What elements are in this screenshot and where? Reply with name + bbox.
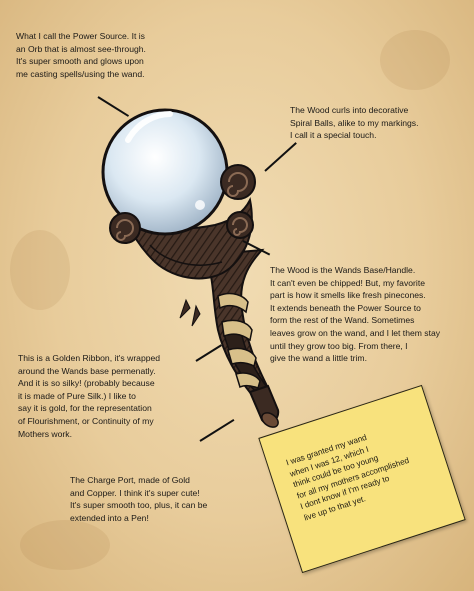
annotation-wood-base: The Wood is the Wands Base/Handle. It can't even be chipped! But, my favorite part is how it smells like fresh pinecones. It extends beneath the Power Source to form the rest of the Wand. Sometimes leaves grow on the wand, and I let them stay until they grow too big. From there, I give the wand a little trim. [270,265,441,364]
annotation-spiral-balls: The Wood curls into decorative Spiral Balls, alike to my markings. I call it a special touch. [290,105,419,141]
leaves [180,300,200,326]
charge-port [250,386,281,430]
annotation-power-source: What I call the Power Source. It is an Orb that is almost see-through. It's super smooth and glows upon me casting spells/using the wand. [16,31,146,79]
sticky-note-text: I was granted my wand when I was 12, which I think could be too young for all my mothers accomplished I dont know if I'm ready to live up to that yet. [284,432,411,523]
annotation-golden-ribbon: This is a Golden Ribbon, it's wrapped around the Wands base permenatly. And it is so silky! (probably because it is made of Pure Silk.) I like to say it is gold, for the representation of Flourishment, or Continuity of my Mothers work. [18,353,161,439]
annotation-charge-port: The Charge Port, made of Gold and Copper. I think it's super cute! It's super smooth too, plus, it can be extended into a Pen! [70,475,208,523]
